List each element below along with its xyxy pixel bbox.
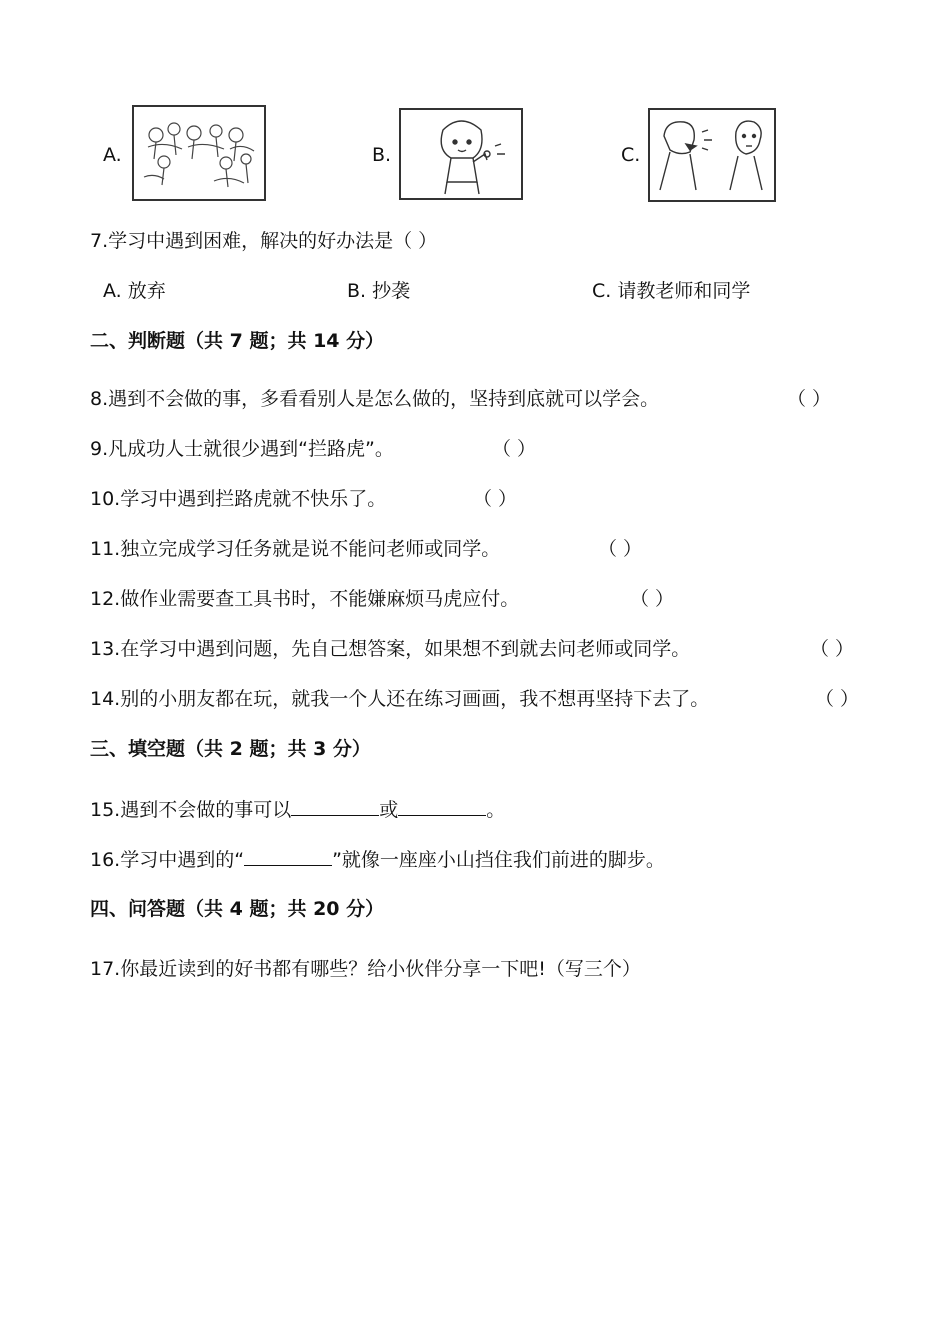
q11-text: 11.独立完成学习任务就是说不能问老师或同学。 [90, 538, 501, 560]
q7-question: 7.学习中遇到困难，解决的好办法是（ ） [90, 230, 438, 252]
children-playing-image [132, 105, 266, 201]
q16 [90, 847, 665, 872]
q16-prefix: 16.学习中遇到的“ [90, 849, 245, 871]
q16-suffix: ”就像一座座小山挡住我们前进的脚步。 [332, 849, 665, 871]
q12-text: 12.做作业需要查工具书时，不能嫌麻烦马虎应付。 [90, 588, 520, 610]
two-boys-talking-image [648, 108, 776, 202]
q15-blank-1[interactable] [291, 797, 379, 816]
q13-text: 13.在学习中遇到问题，先自己想答案，如果想不到就去问老师或同学。 [90, 638, 691, 660]
q8-text: 8.遇到不会做的事，多看看别人是怎么做的，坚持到底就可以学会。 [90, 388, 660, 410]
q10-paren: （ ） [473, 488, 518, 510]
q13-paren: （ ） [810, 638, 855, 660]
q8-paren: （ ） [787, 388, 832, 410]
q6-option-b-label: B. [372, 144, 392, 166]
q15-blank-2[interactable] [398, 797, 486, 816]
q14-text: 14.别的小朋友都在玩，就我一个人还在练习画画，我不想再坚持下去了。 [90, 688, 710, 710]
q7-option-c: C. 请教老师和同学 [592, 280, 751, 302]
q9-paren: （ ） [492, 438, 537, 460]
q15 [90, 797, 505, 822]
q15-suffix: 。 [486, 799, 506, 821]
q7-option-a: A. 放弃 [103, 280, 166, 302]
section4-title: 四、问答题（共 4 题；共 20 分） [90, 898, 385, 920]
girl-singing-image [399, 108, 523, 200]
q9-text: 9.凡成功人士就很少遇到“拦路虎”。 [90, 438, 394, 460]
q6-option-a-label: A. [103, 144, 122, 166]
q6-option-c-label: C. [621, 144, 641, 166]
q15-prefix: 15.遇到不会做的事可以 [90, 799, 292, 821]
q14-paren: （ ） [815, 688, 860, 710]
q11-paren: （ ） [598, 538, 643, 560]
q12-paren: （ ） [630, 588, 675, 610]
section3-title: 三、填空题（共 2 题；共 3 分） [90, 738, 371, 760]
q15-middle: 或 [379, 799, 399, 821]
q16-blank[interactable] [244, 847, 332, 866]
q7-option-b: B. 抄袭 [347, 280, 411, 302]
section2-title: 二、判断题（共 7 题；共 14 分） [90, 330, 385, 352]
q17-text: 17.你最近读到的好书都有哪些？给小伙伴分享一下吧!（写三个） [90, 958, 641, 980]
q10-text: 10.学习中遇到拦路虎就不快乐了。 [90, 488, 387, 510]
